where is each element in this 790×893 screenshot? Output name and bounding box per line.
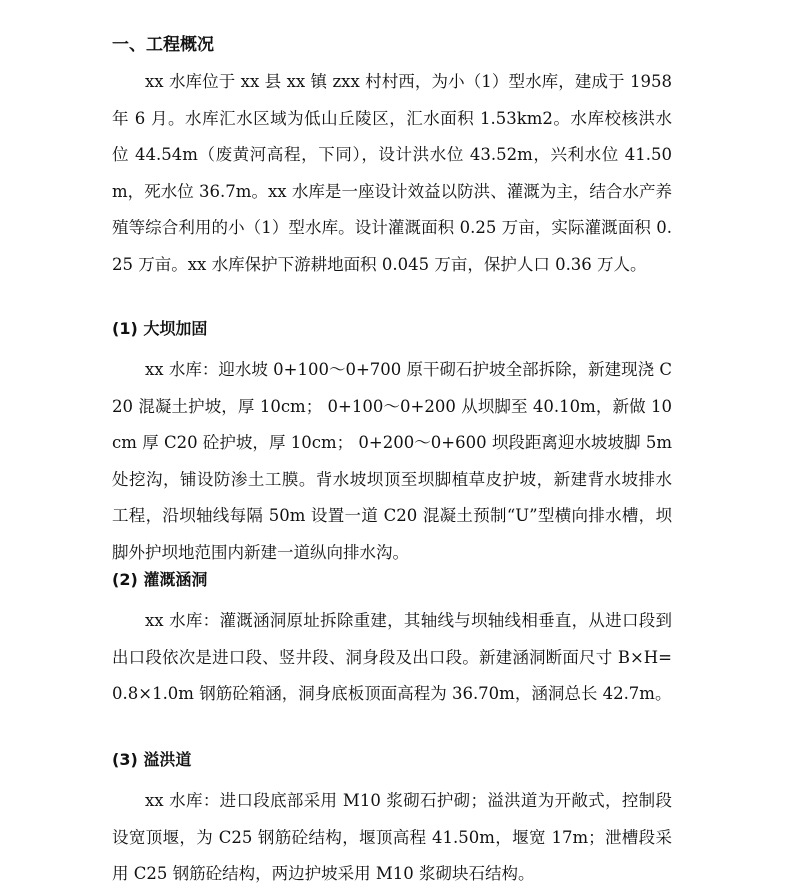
subsection-title-irrigation-culvert: (2) 灌溉涵洞 [112,570,208,589]
paragraph-irrigation-culvert: xx 水库：灌溉涵洞原址拆除重建，其轴线与坝轴线相垂直，从进口段到出口段依次是进口段、竖井段、洞身段及出口段。新建涵洞断面尺寸 B×H=0.8×1.0m 钢筋砼箱涵，洞身底板顶面高程为 36.70m，涵洞总长 42.7m。 [112,611,672,703]
subsection-title-dam-reinforcement: (1) 大坝加固 [112,319,208,338]
paragraph-spillway: xx 水库：进口段底部采用 M10 浆砌石护砌；溢洪道为开敞式，控制段设宽顶堰，为 C25 钢筋砼结构，堰顶高程 41.50m，堰宽 17m；泄槽段采用 C25 钢筋砼结构，两边护坡采用 M10 浆砌块石结构。 [112,791,672,883]
intro-paragraph: xx 水库位于 xx 县 xx 镇 zxx 村村西，为小（1）型水库，建成于 1958 年 6 月。水库汇水区域为低山丘陵区，汇水面积 1.53km2。水库校核洪水位 44.54m（废黄河高程，下同），设计洪水位 43.52m，兴利水位 41.50m，死水位 36.7m。xx 水库是一座设计效益以防洪、灌溉为主，结合水产养殖等综合利用的小（1）型水库。设计灌溉面积 0.25 万亩，实际灌溉面积 0.25 万亩。xx 水库保护下游耕地面积 0.045 万亩，保护人口 0.36 万人。 [112,72,672,274]
subsection-title-spillway: (3) 溢洪道 [112,750,192,769]
section-title: 一、工程概况 [112,35,214,55]
paragraph-dam-reinforcement: xx 水库：迎水坡 0+100～0+700 原干砌石护坡全部拆除，新建现浇 C20 混凝土护坡，厚 10cm； 0+100～0+200 从坝脚至 40.10m，新做 10cm 厚 C20 砼护坡，厚 10cm； 0+200～0+600 坝段距离迎水坡坡脚 5m 处挖沟，铺设防渗土工膜。背水坡坝顶至坝脚植草皮护坡，新建背水坡排水工程，沿坝轴线每隔 50m 设置一道 C20 混凝土预制“U”型横向排水槽，坝脚外护坝地范围内新建一道纵向排水沟。 [112,360,672,562]
